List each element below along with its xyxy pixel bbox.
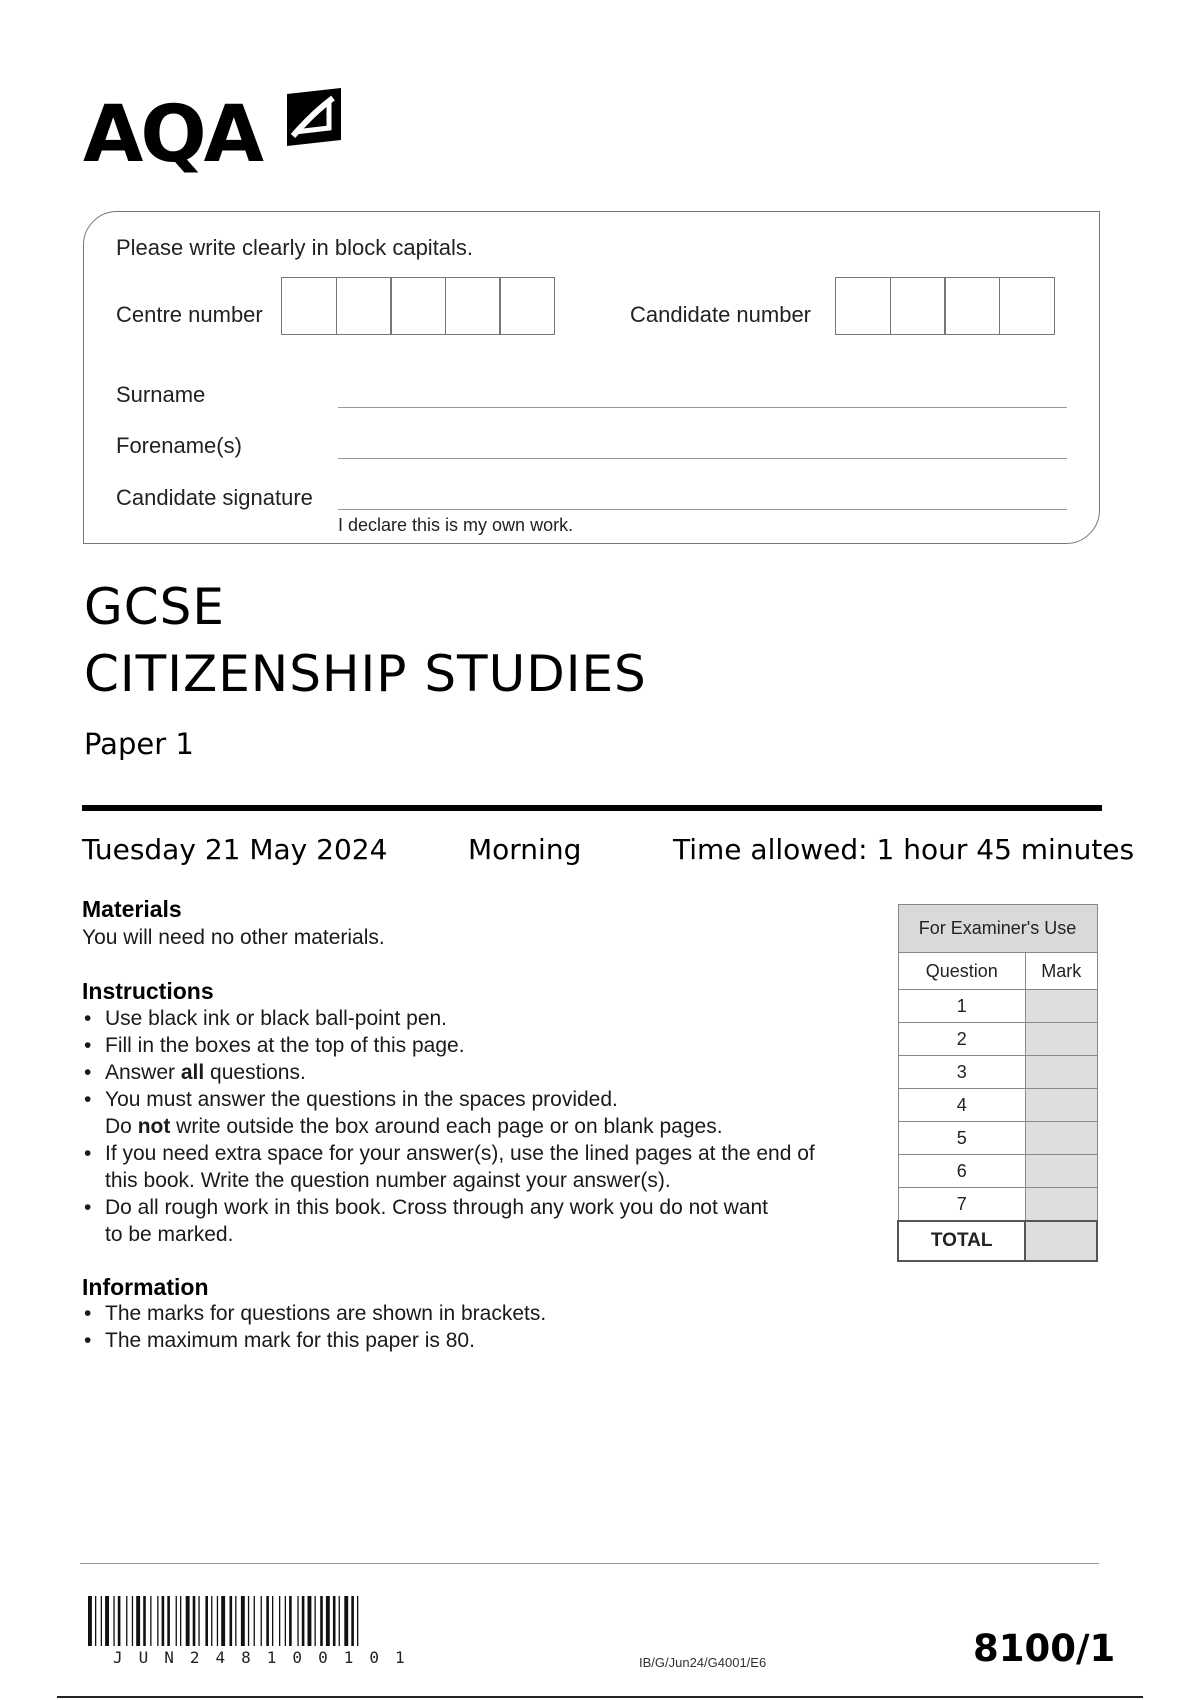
candidate-digit-box[interactable] (835, 277, 891, 335)
mark-cell[interactable] (1025, 990, 1097, 1023)
total-label: TOTAL (898, 1221, 1025, 1261)
question-number: 7 (898, 1188, 1025, 1222)
aqa-logo (83, 88, 353, 188)
paper-title: Paper 1 (84, 727, 194, 761)
total-mark-cell[interactable] (1025, 1221, 1097, 1261)
document-reference: IB/G/Jun24/G4001/E6 (639, 1655, 767, 1670)
list-item: • Use black ink or black ball-point pen. (82, 1005, 882, 1032)
mark-cell[interactable] (1025, 1056, 1097, 1089)
list-item: • Do all rough work in this book. Cross through any work you do not want to be marked. (82, 1194, 882, 1248)
title-divider (82, 805, 1102, 811)
question-number: 4 (898, 1089, 1025, 1122)
question-number: 3 (898, 1056, 1025, 1089)
list-item: • Fill in the boxes at the top of this page. (82, 1032, 882, 1059)
barcode-digits: JUN248100101 (113, 1648, 421, 1667)
centre-digit-box[interactable] (390, 277, 446, 335)
footer-divider (80, 1563, 1099, 1564)
list-item: • Answer all questions. (82, 1059, 882, 1086)
time-allowed: Time allowed: 1 hour 45 minutes (673, 833, 1135, 866)
centre-digit-box[interactable] (445, 277, 501, 335)
candidate-digit-box[interactable] (944, 277, 1000, 335)
examiner-use-table (897, 904, 1098, 1262)
signature-field[interactable] (338, 509, 1067, 510)
candidate-digit-box[interactable] (890, 277, 946, 335)
barcode-icon (88, 1596, 470, 1646)
centre-digit-box[interactable] (281, 277, 337, 335)
materials-heading: Materials (82, 896, 182, 922)
list-item: • You must answer the questions in the spaces provided. Do not write outside the box around each page or on blank pages. (82, 1086, 882, 1140)
page-bottom-rule (57, 1696, 1143, 1698)
exam-date: Tuesday 21 May 2024 (82, 833, 388, 866)
examiner-table-title: For Examiner's Use (898, 905, 1097, 953)
surname-label: Surname (116, 382, 206, 407)
information-heading: Information (82, 1274, 209, 1300)
surname-field[interactable] (338, 407, 1067, 408)
mark-cell[interactable] (1025, 1089, 1097, 1122)
candidate-number-label: Candidate number (630, 302, 812, 327)
qualification-title: GCSE (84, 578, 225, 636)
mark-cell[interactable] (1025, 1023, 1097, 1056)
declaration-text: I declare this is my own work. (338, 515, 574, 535)
instructions-heading: Instructions (82, 978, 214, 1004)
list-item: • The maximum mark for this paper is 80. (82, 1327, 882, 1354)
centre-digit-box[interactable] (336, 277, 392, 335)
candidate-digit-box[interactable] (999, 277, 1055, 335)
centre-number-boxes (281, 277, 554, 335)
mark-column-header: Mark (1025, 953, 1097, 990)
instructions-list (82, 1005, 882, 1248)
list-item: • The marks for questions are shown in brackets. (82, 1300, 882, 1327)
forename-label: Forename(s) (116, 433, 242, 458)
materials-text: You will need no other materials. (82, 926, 385, 949)
subject-title: CITIZENSHIP STUDIES (84, 645, 647, 703)
question-number: 2 (898, 1023, 1025, 1056)
candidate-number-boxes (835, 277, 1053, 335)
forename-field[interactable] (338, 458, 1067, 459)
question-column-header: Question (898, 953, 1025, 990)
information-list (82, 1300, 882, 1354)
question-number: 6 (898, 1155, 1025, 1188)
centre-number-label: Centre number (116, 302, 263, 327)
logo-leaf-icon (283, 88, 345, 154)
list-item: • If you need extra space for your answer(s), use the lined pages at the end of this book. Write the question number against your answer(s). (82, 1140, 882, 1194)
logo-text: AQA (83, 90, 262, 180)
centre-digit-box[interactable] (499, 277, 555, 335)
question-number: 5 (898, 1122, 1025, 1155)
mark-cell[interactable] (1025, 1155, 1097, 1188)
paper-code: 8100/1 (973, 1627, 1116, 1670)
mark-cell[interactable] (1025, 1122, 1097, 1155)
question-number: 1 (898, 990, 1025, 1023)
signature-label: Candidate signature (116, 485, 313, 510)
mark-cell[interactable] (1025, 1188, 1097, 1222)
exam-session: Morning (468, 833, 582, 866)
candidate-prompt: Please write clearly in block capitals. (116, 235, 474, 260)
